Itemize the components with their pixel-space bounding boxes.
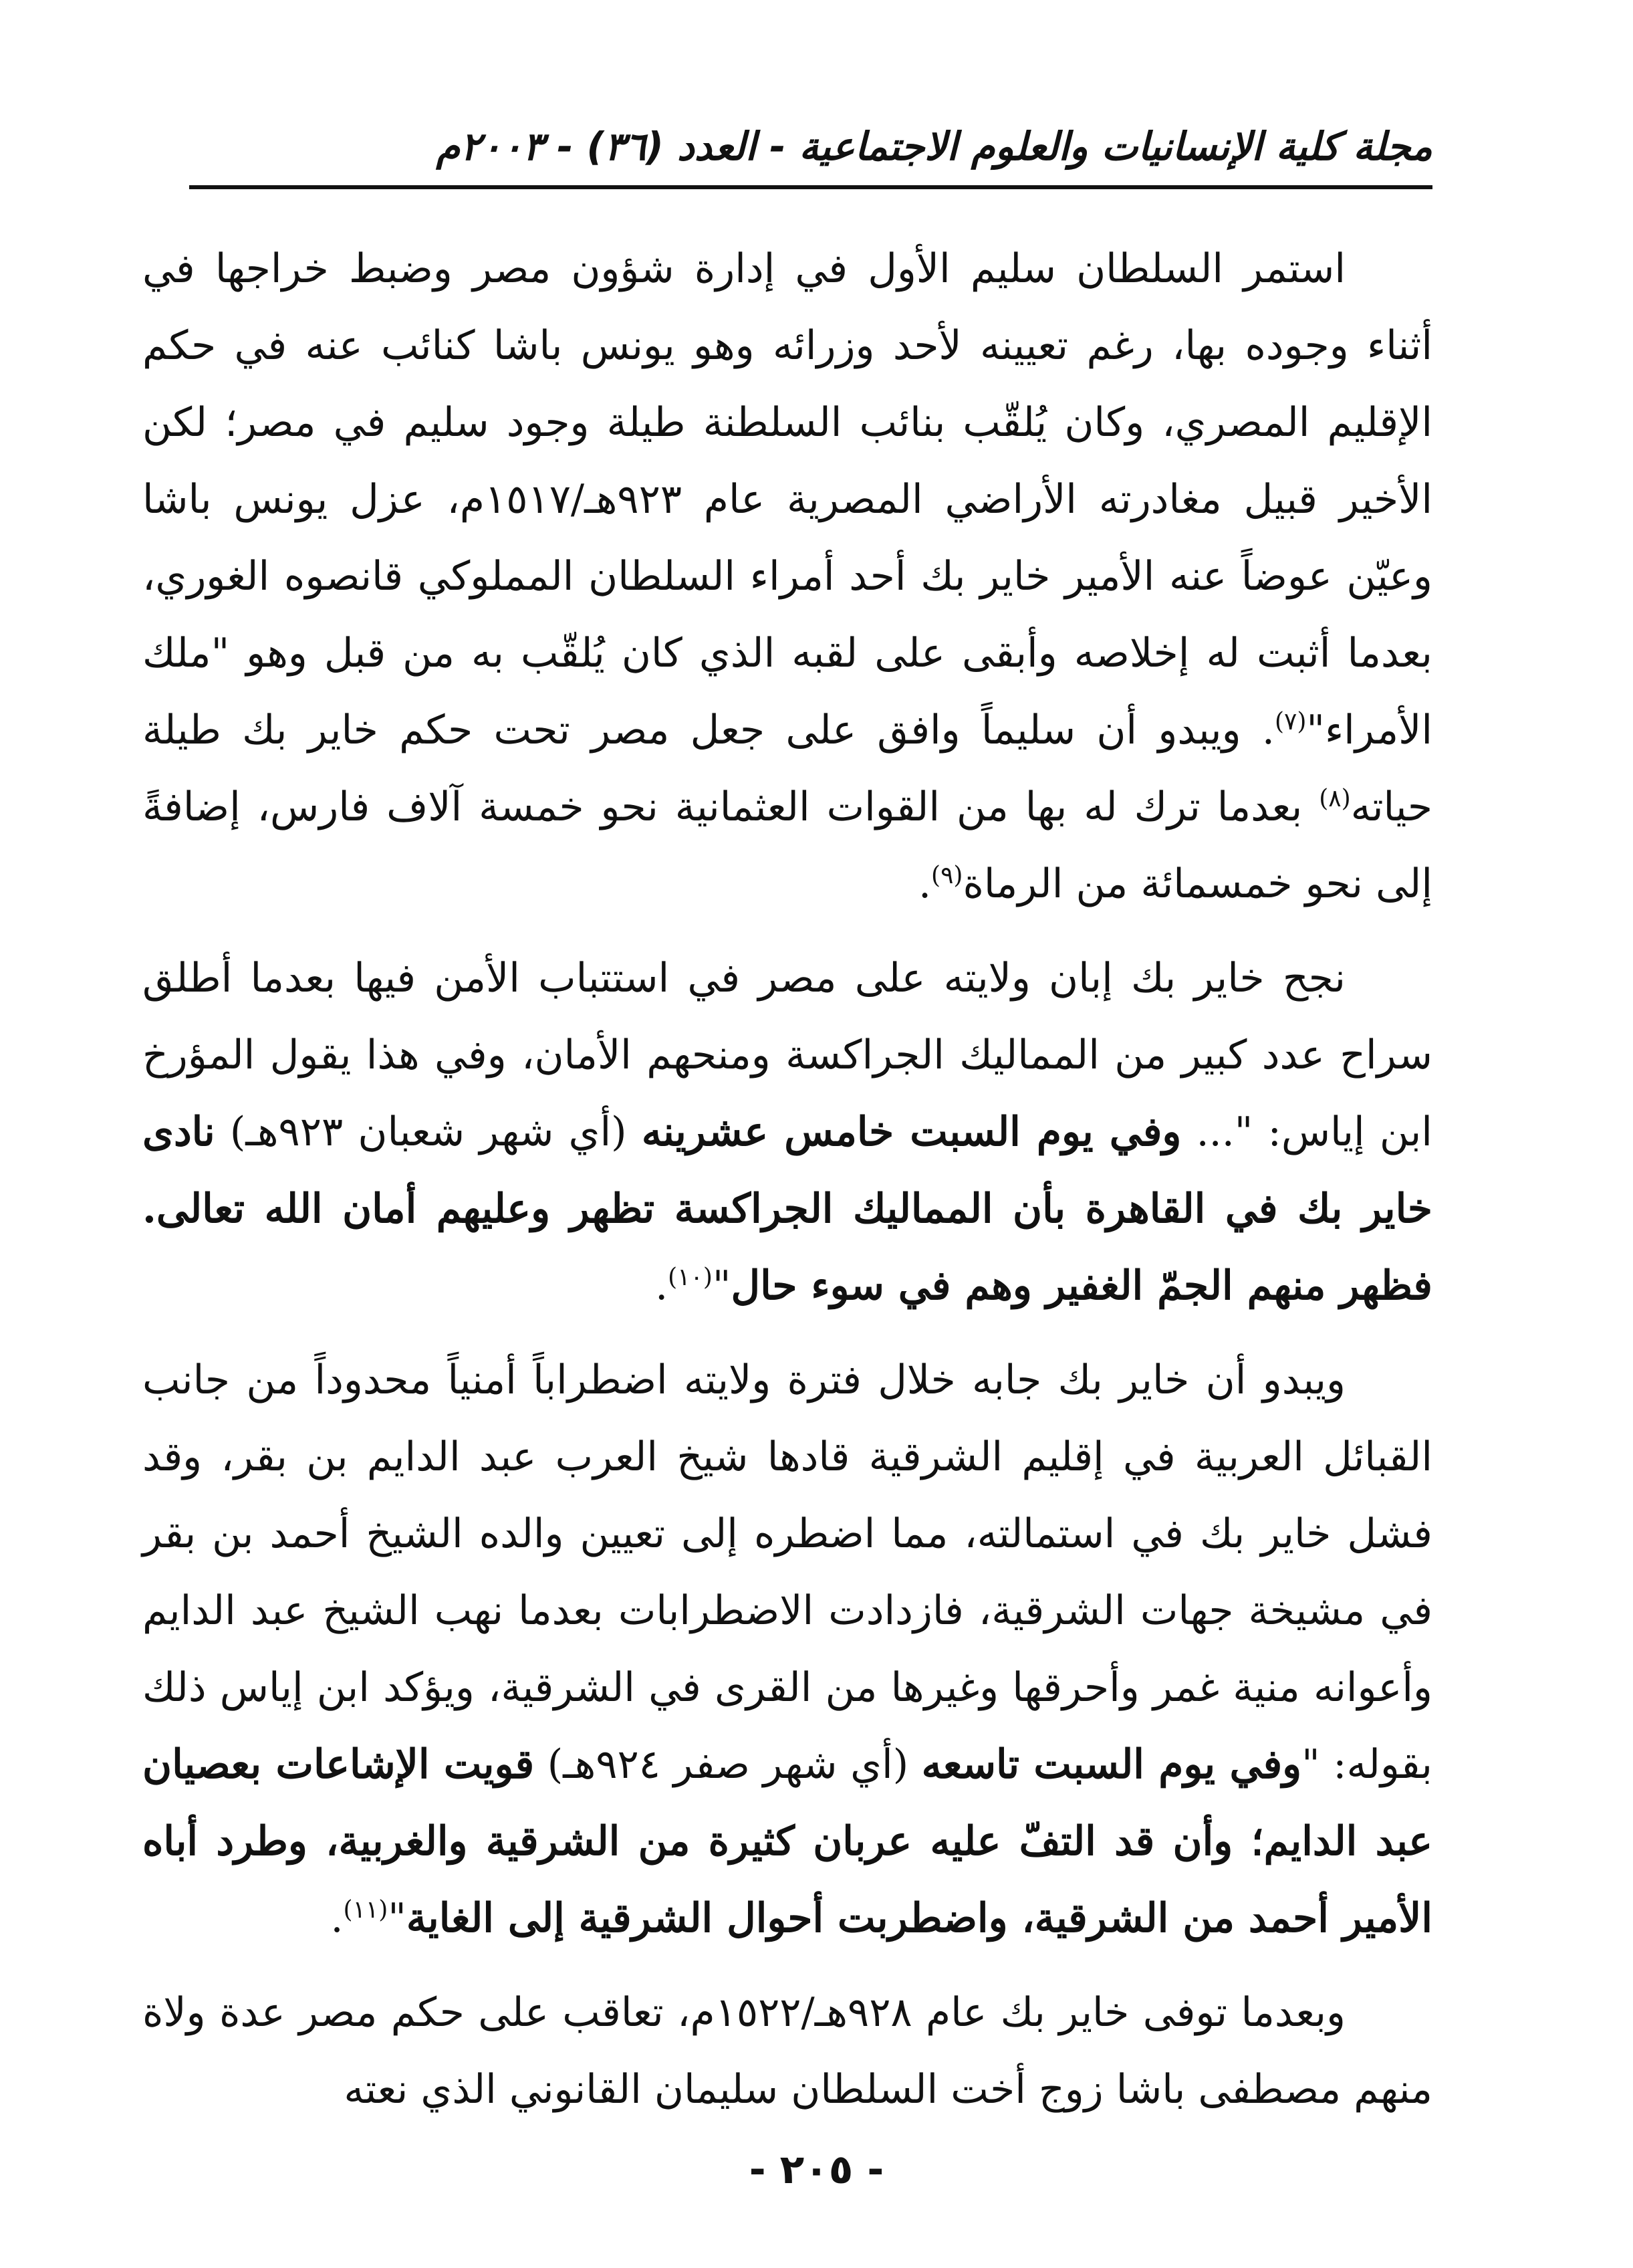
quote-bold: وفي يوم السبت خامس عشرينه [641,1109,1182,1155]
text-segment: (أي شهر صفر ٩٢٤هـ) [534,1741,922,1788]
quote-bold: نادى خاير بك في القاهرة بأن المماليك الجراكسة تظهر وعليهم أمان الله تعالى. فظهر منهم الجمّ الغفير وهم في سوء حال [142,1109,1432,1309]
quote-bold: قويت الإشاعات بعصيان عبد الدايم؛ وأن قد التفّ عليه عربان كثيرة من الشرقية والغربية، وطرد أباه الأمير أحمد من الشرقية، واضطربت أحوال الشرقية إلى الغاية [142,1741,1433,1942]
paragraph-4 [142,1974,1432,2128]
footnote-ref[interactable]: (٧) [1274,708,1307,735]
paragraph-1 [142,231,1432,923]
page-header [189,110,1432,191]
text-segment: " [388,1895,406,1942]
footnote-ref[interactable]: (٨) [1319,785,1351,812]
page-number: - ٢٠٥ - [749,2146,884,2193]
header-rule [189,185,1432,189]
footnote-ref[interactable]: (٩) [931,862,963,889]
paragraph-3 [142,1342,1432,1957]
text-segment: . [918,861,932,907]
journal-title: مجلة كلية الإنسانيات والعلوم الاجتماعية - العدد (٣٦) - ٢٠٠٣م [436,124,1432,169]
footnote-ref[interactable]: (١١) [343,1896,388,1924]
text-segment: (أي شهر شعبان ٩٢٣هـ) [215,1109,642,1155]
text-segment: بعدما ترك له بها من القوات العثمانية نحو خمسة آلاف فارس، إضافةً إلى نحو خمسمائة من الرماة [142,784,1432,907]
footnote-ref[interactable]: (١٠) [668,1264,713,1291]
text-segment: . ويبدو أن سليماً وافق على جعل مصر تحت حكم خاير بك طيلة حياته [142,707,1432,830]
text-segment: . [655,1262,668,1309]
text-segment: وبعدما توفى خاير بك عام ٩٢٨هـ/١٥٢٢م، تعاقب على حكم مصر عدة ولاة منهم مصطفى باشا زوج أخت السلطان سليمان القانوني الذي نعته [142,1989,1432,2113]
quote-bold: وفي يوم السبت تاسعه [921,1741,1302,1788]
text-segment: ويبدو أن خاير بك جابه خلال فترة ولايته اضطراباً أمنياً محدوداً من جانب القبائل العربية في إقليم الشرقية قادها شيخ العرب عبد الدايم بن بقر، وقد فشل خاير بك في استمالته، مما اضطره إلى تعيين والده الشيخ أحمد بن بقر في مشيخة جهات الشرقية، فازدادت الاضطرابات بعدما نهب الشيخ عبد الدايم وأعوانه منية غمر وأحرقها وغيرها من القرى في الشرقية، ويؤكد ابن إياس ذلك بقوله: " [142,1357,1433,1788]
text-segment: . [330,1895,344,1942]
paragraph-2 [142,940,1432,1325]
text-segment: نجح خاير بك إبان ولايته على مصر في استتباب الأمن فيها بعدما أطلق سراح عدد كبير من المماليك الجراكسة ومنحهم الأمان، وفي هذا يقول المؤرخ ابن إياس: "... [142,955,1432,1155]
text-segment: " [712,1262,731,1309]
body-text [142,231,1432,2146]
text-segment: استمر السلطان سليم الأول في إدارة شؤون مصر وضبط خراجها في أثناء وجوده بها، رغم تعيينه لأحد وزرائه وهو يونس باشا كنائب عنه في حكم الإقليم المصري، وكان يُلقّب بنائب السلطنة طيلة وجود سليم في مصر؛ لكن الأخير قبيل مغادرته الأراضي المصرية عام ٩٢٣هـ/١٥١٧م، عزل يونس باشا وعيّن عوضاً عنه الأمير خاير بك أحد أمراء السلطان المملوكي قانصوه الغوري، بعدما أثبت له إخلاصه وأبقى على لقبه الذي كان يُلقّب به من قبل وهو "ملك الأمراء" [142,245,1432,754]
